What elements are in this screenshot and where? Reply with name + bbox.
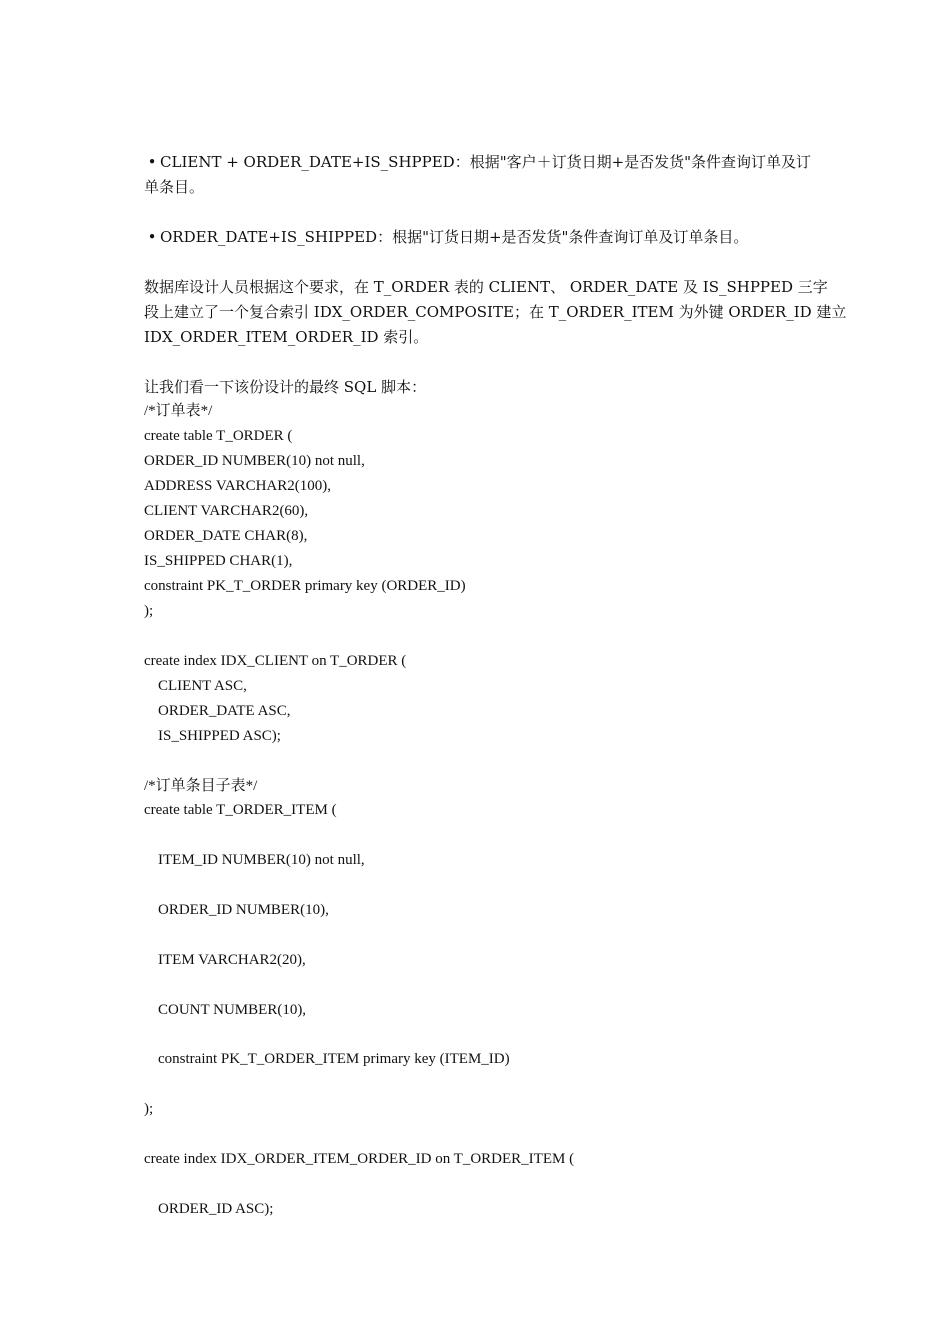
bullet-item-1-line-1: • CLIENT + ORDER_DATE+IS_SHPPED：根据"客户＋订货日期+是否发货"条件查询订单及订 [144, 152, 811, 172]
sql-create-item: create table T_ORDER_ITEM ( [144, 802, 337, 818]
sql-index-item-col: ORDER_ID ASC); [158, 1201, 274, 1217]
sql-order-col: IS_SHIPPED CHAR(1), [144, 553, 293, 569]
sql-order-col: CLIENT VARCHAR2(60), [144, 503, 309, 519]
sql-comment-order: /*订单表*/ [144, 403, 213, 419]
bullet-item-1-line-2: 单条目。 [144, 178, 205, 196]
sql-close-item: ); [144, 1101, 154, 1117]
bullet-dot: • [147, 153, 157, 171]
paragraph-line-2: 段上建立了一个复合索引 IDX_ORDER_COMPOSITE；在 T_ORDER_ITEM 为外键 ORDER_ID 建立 [144, 303, 847, 321]
sql-close-order: ); [144, 603, 154, 619]
sql-index-client-col: CLIENT ASC, [158, 678, 247, 694]
sql-item-col: ITEM_ID NUMBER(10) not null, [158, 852, 365, 868]
sql-order-constraint: constraint PK_T_ORDER primary key (ORDER_ID) [144, 578, 466, 594]
sql-comment-item: /*订单条目子表*/ [144, 778, 258, 794]
sql-intro: 让我们看一下该份设计的最终 SQL 脚本： [144, 378, 427, 396]
paragraph-line-1: 数据库设计人员根据这个要求，在 T_ORDER 表的 CLIENT、 ORDER_DATE 及 IS_SHPPED 三字 [144, 278, 828, 296]
bullet-item-2: • ORDER_DATE+IS_SHIPPED：根据"订货日期+是否发货"条件查询订单及订单条目。 [144, 227, 748, 247]
sql-create-index-client: create index IDX_CLIENT on T_ORDER ( [144, 653, 407, 669]
sql-item-col: ORDER_ID NUMBER(10), [158, 902, 329, 918]
paragraph-line-3: IDX_ORDER_ITEM_ORDER_ID 索引。 [144, 328, 429, 346]
sql-order-col: ORDER_ID NUMBER(10) not null, [144, 453, 365, 469]
sql-create-index-item: create index IDX_ORDER_ITEM_ORDER_ID on T_ORDER_ITEM ( [144, 1151, 575, 1167]
sql-item-col: COUNT NUMBER(10), [158, 1002, 307, 1018]
sql-item-constraint: constraint PK_T_ORDER_ITEM primary key (ITEM_ID) [158, 1051, 510, 1067]
sql-item-col: ITEM VARCHAR2(20), [158, 952, 306, 968]
bullet-dot: • [147, 228, 157, 246]
sql-order-col: ADDRESS VARCHAR2(100), [144, 478, 331, 494]
sql-index-client-col: ORDER_DATE ASC, [158, 703, 291, 719]
sql-index-client-col: IS_SHIPPED ASC); [158, 728, 281, 744]
sql-create-order: create table T_ORDER ( [144, 428, 293, 444]
sql-order-col: ORDER_DATE CHAR(8), [144, 528, 308, 544]
